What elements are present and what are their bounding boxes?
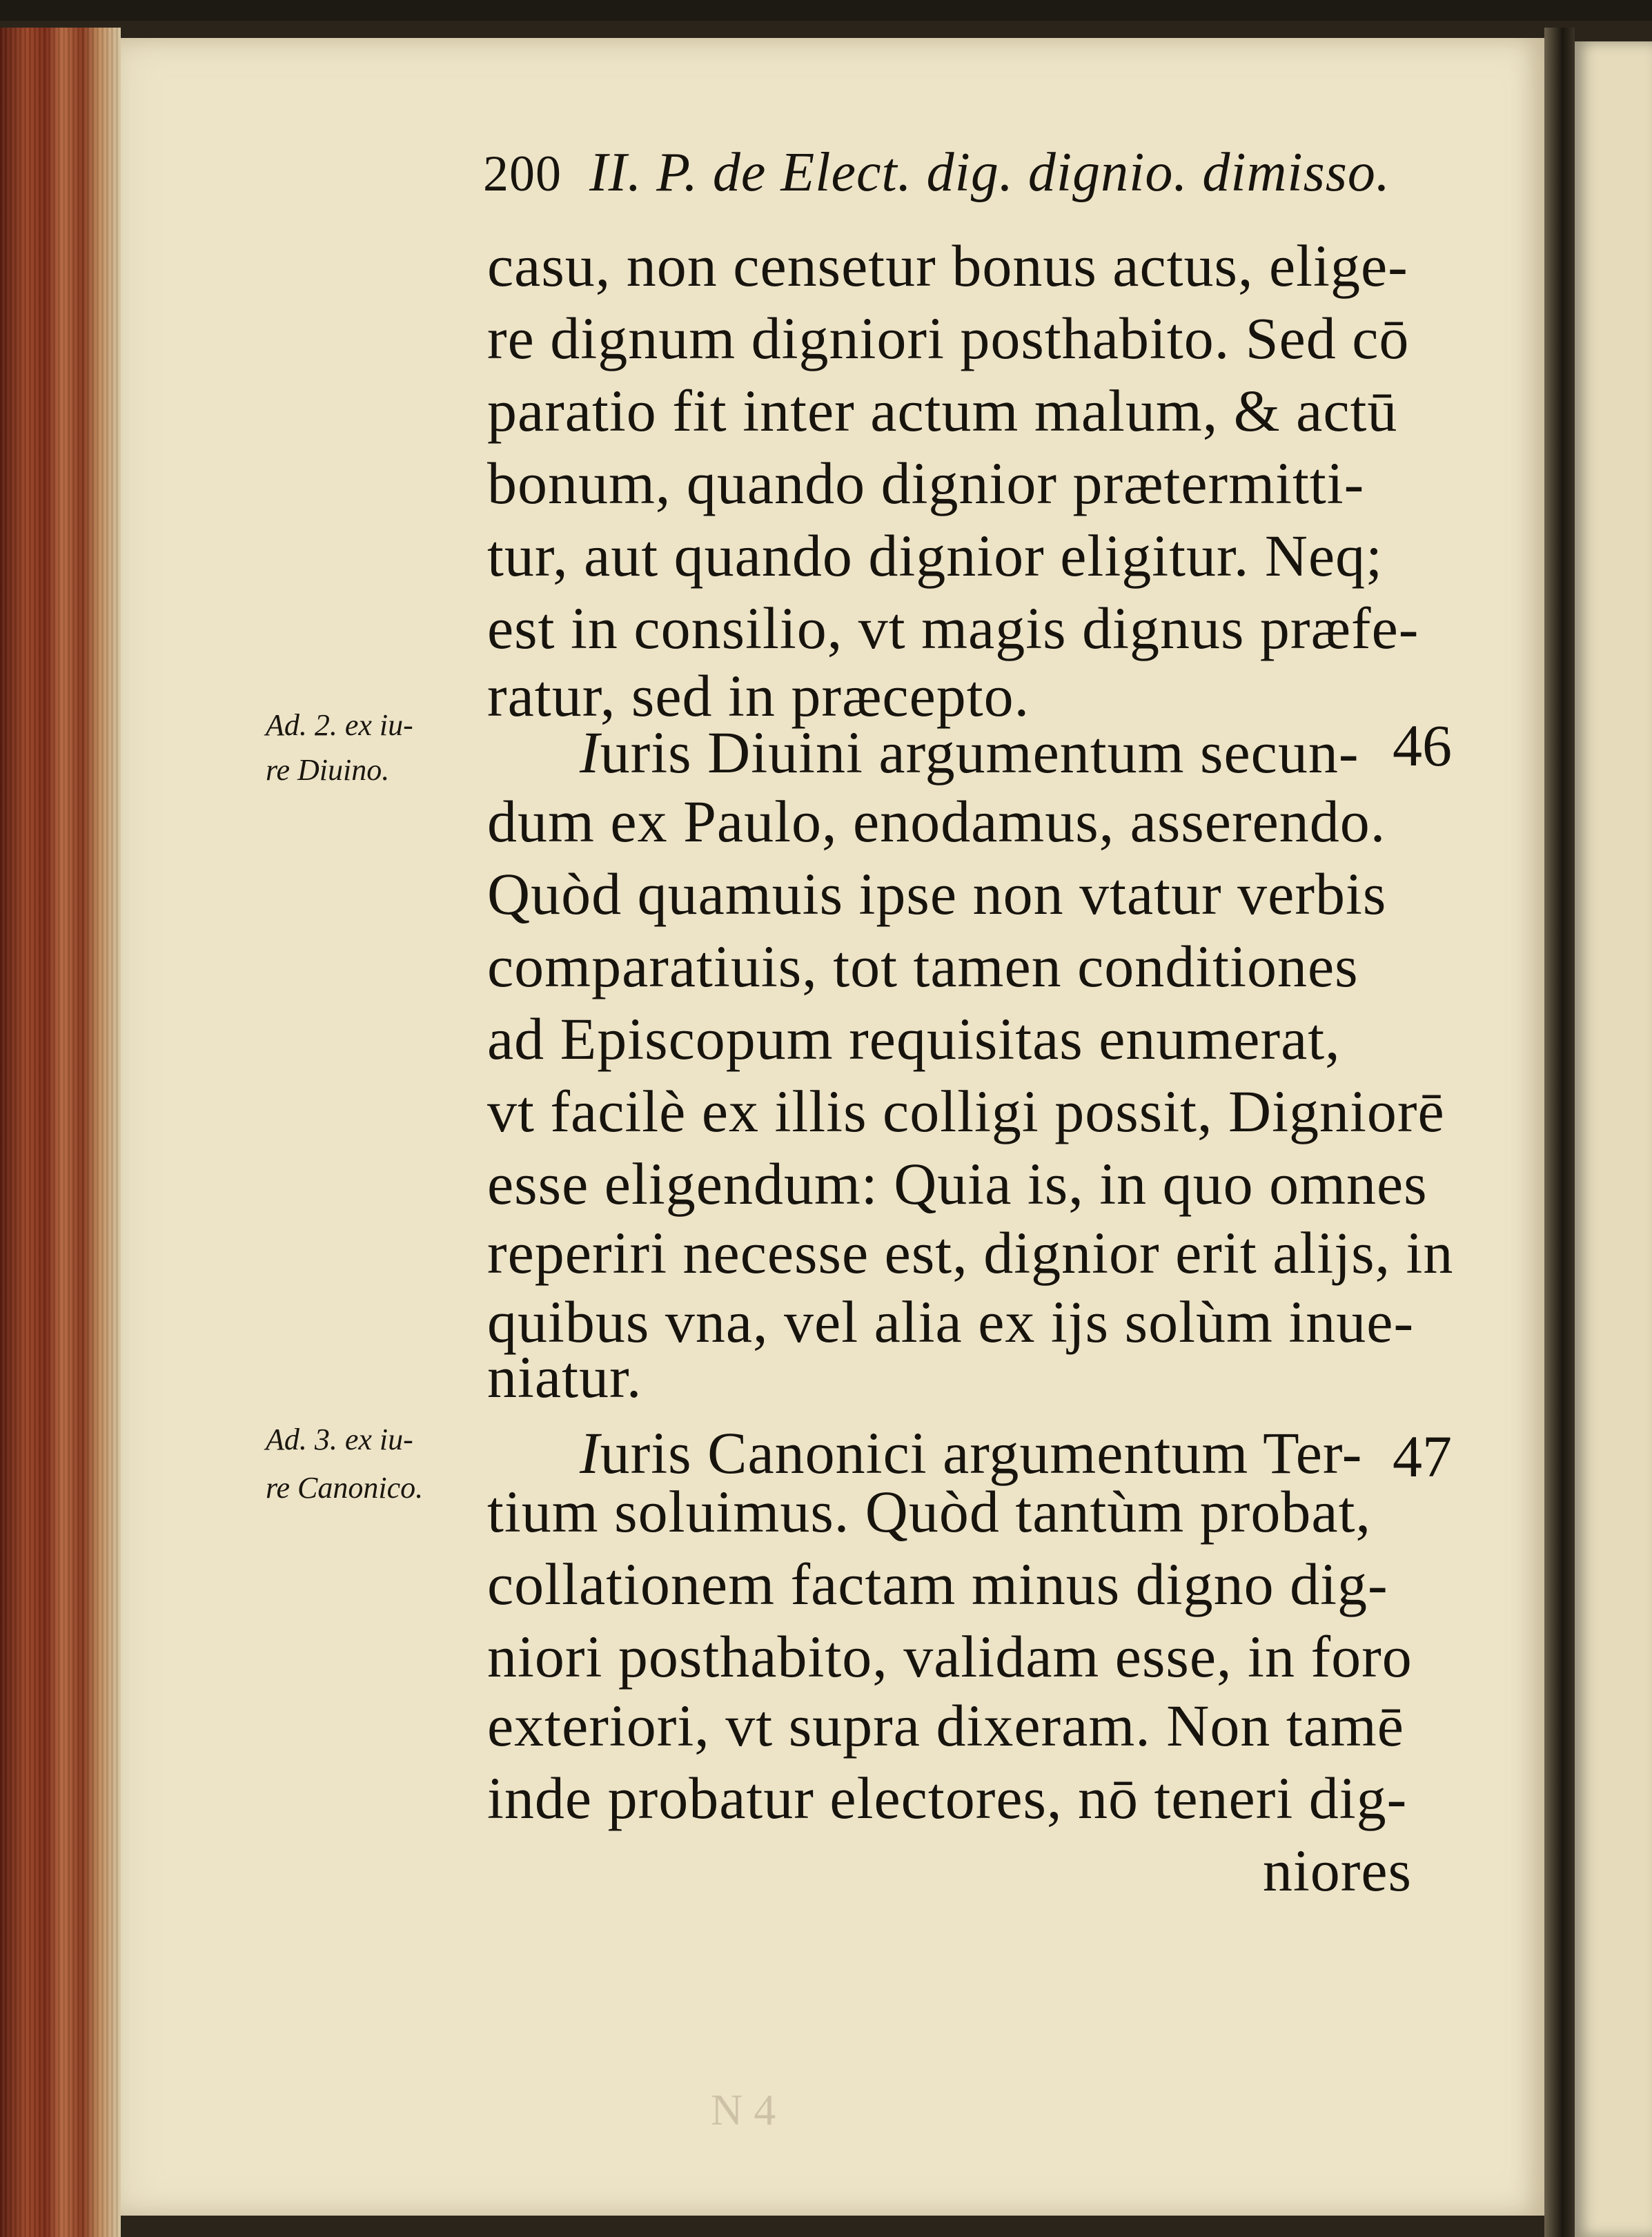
section-number: 46 xyxy=(1393,712,1452,779)
body-line: Iuris Diuini argumentum secun- xyxy=(580,719,1359,785)
body-line: paratio fit inter actum malum, & actū xyxy=(487,378,1398,444)
body-line: tur, aut quando dignior eligitur. Neq; xyxy=(487,522,1384,589)
body-line: quibus vna, vel alia ex ijs solùm inue- xyxy=(487,1289,1415,1355)
body-line: niori posthabito, validam esse, in foro xyxy=(487,1623,1413,1690)
book-gutter xyxy=(1544,28,1575,2237)
page-edges xyxy=(0,28,121,2237)
signature-mark: N 4 xyxy=(711,2085,776,2134)
paragraph-initial: I xyxy=(580,719,600,785)
body-line: re dignum digniori posthabito. Sed cō xyxy=(487,305,1410,371)
body-line: est in consilio, vt magis dignus præfe- xyxy=(487,595,1419,661)
body-line: collationem factam minus digno dig- xyxy=(487,1551,1388,1617)
margin-note: Ad. 3. ex iu- xyxy=(266,1423,413,1456)
body-line: comparatiuis, tot tamen conditiones xyxy=(487,933,1359,999)
catchword: niores xyxy=(1262,1837,1412,1904)
body-line: reperiri necesse est, dignior erit alijs, in xyxy=(487,1220,1454,1286)
body-line: ratur, sed in præcepto. xyxy=(487,663,1030,729)
body-line: Quòd quamuis ipse non vtatur verbis xyxy=(487,861,1387,927)
section-number: 47 xyxy=(1393,1423,1452,1489)
facing-page xyxy=(1575,41,1652,2237)
running-title: II. P. de Elect. dig. dignio. dimisso. xyxy=(589,142,1390,203)
page-header xyxy=(483,141,1390,204)
body-line: esse eligendum: Quia is, in quo omnes xyxy=(487,1151,1428,1217)
body-line: tium soluimus. Quòd tantùm probat, xyxy=(487,1478,1371,1545)
body-line: vt facilè ex illis colligi possit, Digniorē xyxy=(487,1078,1445,1144)
body-line: dum ex Paulo, enodamus, asserendo. xyxy=(487,788,1386,854)
margin-note: Ad. 2. ex iu- xyxy=(266,708,413,742)
body-line: casu, non censetur bonus actus, elige- xyxy=(487,233,1408,299)
paragraph-initial: I xyxy=(580,1420,600,1486)
margin-note: re Canonico. xyxy=(266,1471,424,1505)
body-line: bonum, quando dignior prætermitti- xyxy=(487,450,1365,516)
body-line: exteriori, vt supra dixeram. Non tamē xyxy=(487,1692,1404,1759)
body-line: inde probatur electores, nō teneri dig- xyxy=(487,1765,1408,1831)
margin-note: re Diuino. xyxy=(266,753,390,787)
body-line: niatur. xyxy=(487,1344,642,1410)
page-number: 200 xyxy=(483,146,562,202)
body-line: Iuris Canonici argumentum Ter- xyxy=(580,1420,1363,1486)
body-line: ad Episcopum requisitas enumerat, xyxy=(487,1006,1341,1072)
